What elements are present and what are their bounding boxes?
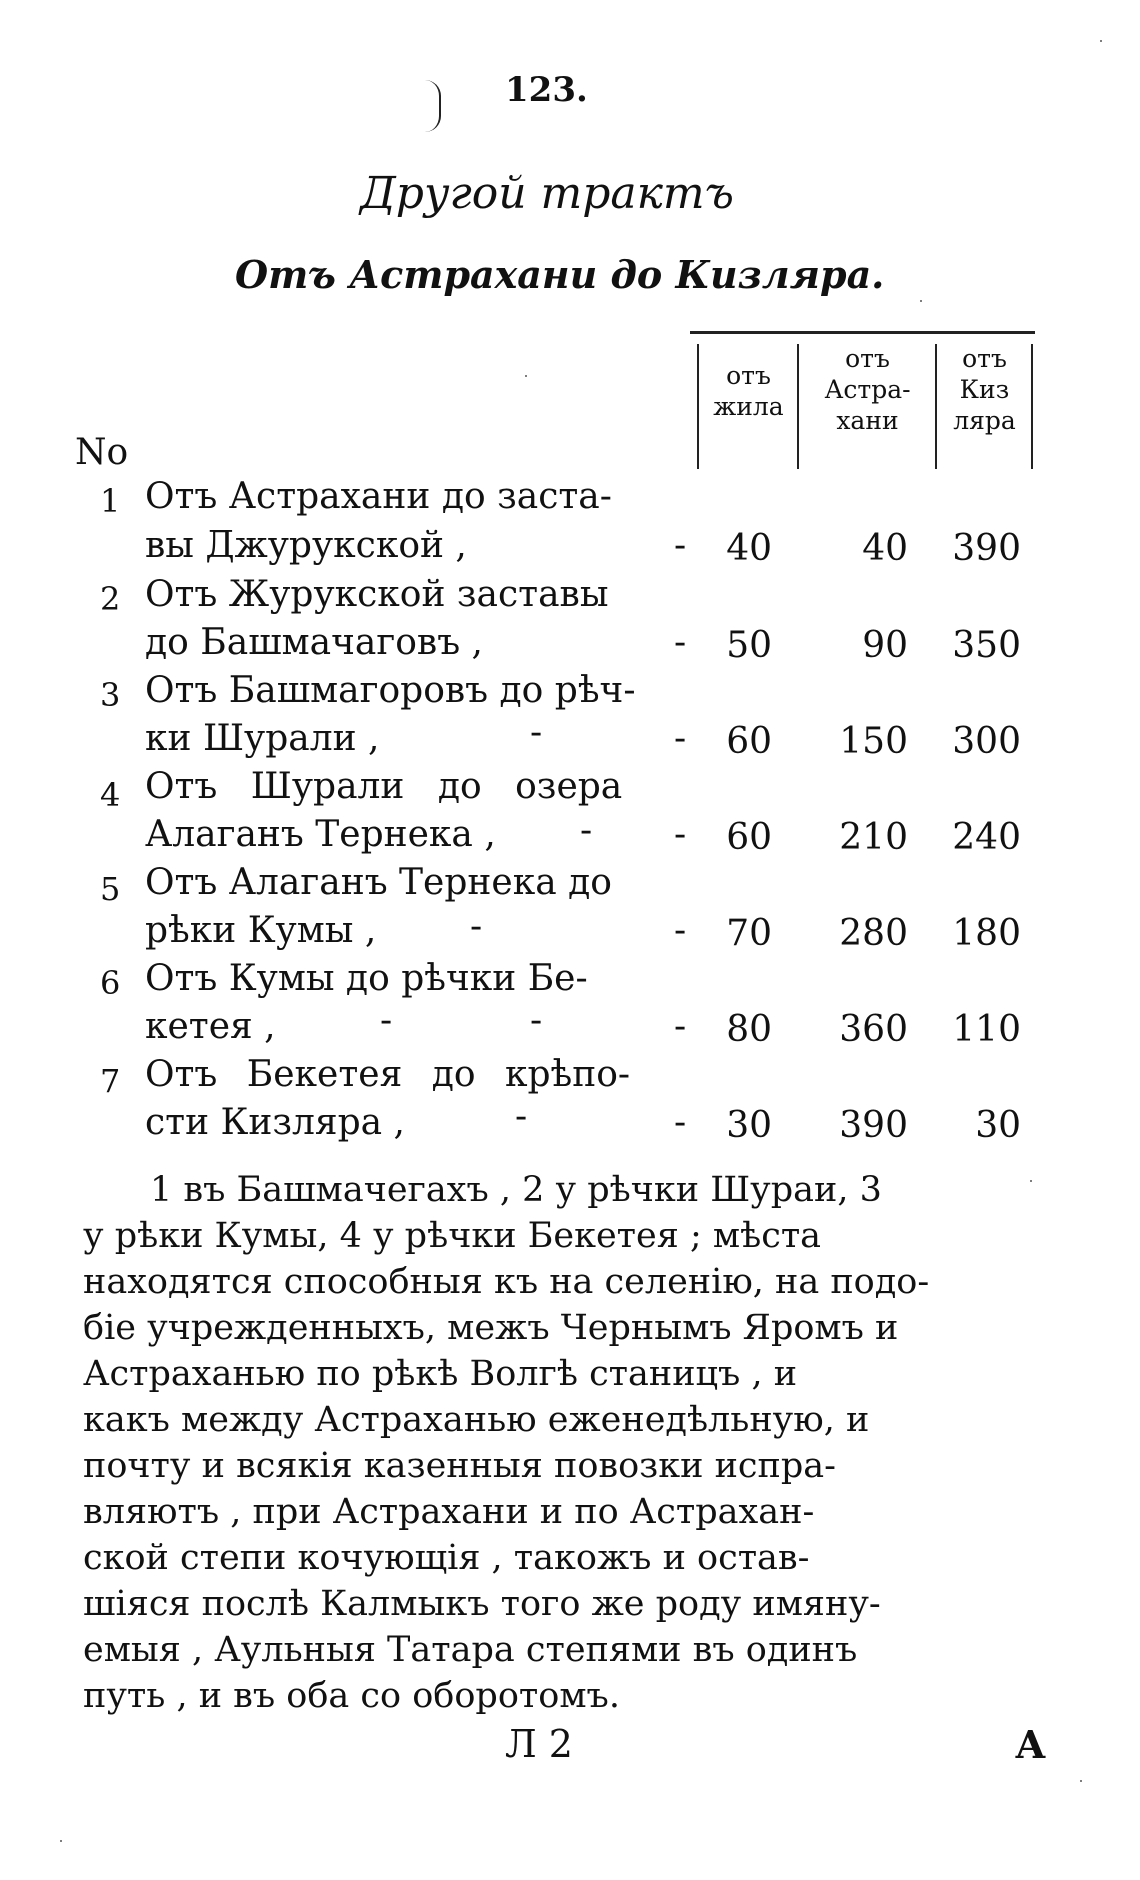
value-from-prev: 40 (726, 528, 772, 569)
entry-text: рѣки Кумы , (145, 910, 377, 951)
value-from-prev: 80 (726, 1009, 772, 1050)
entry-dash: - (674, 1006, 687, 1047)
value-from-astrakhan: 90 (862, 625, 908, 666)
entry-number: 2 (100, 580, 121, 618)
page-number: 123. (505, 70, 588, 110)
entry-number: 1 (100, 482, 121, 520)
scan-speck (1080, 1780, 1082, 1782)
value-from-astrakhan: 390 (839, 1105, 908, 1146)
entry-text: Отъ Алаганъ Тернека до (145, 862, 612, 903)
value-from-astrakhan: 150 (839, 721, 908, 762)
value-from-kizlyar: 180 (952, 913, 1021, 954)
entry-text: сти Кизляра , (145, 1102, 405, 1143)
value-from-kizlyar: 30 (975, 1105, 1021, 1146)
paragraph-line: 1 въ Башмачегахъ , 2 у рѣчки Шураи, 3 (150, 1170, 882, 1210)
column-from-astrakhan-line: отъ (845, 344, 890, 373)
value-from-prev: 50 (726, 625, 772, 666)
paragraph-line: у рѣки Кумы, 4 у рѣчки Бекетея ; мѣста (83, 1216, 822, 1256)
entry-number: 4 (100, 776, 121, 814)
value-from-astrakhan: 210 (839, 817, 908, 858)
column-from-kizlyar-line: ляра (953, 406, 1016, 435)
route-title: Отъ Астрахани до Кизляра. (235, 252, 885, 297)
paragraph-line: путь , и въ оба со оборотомъ. (83, 1676, 620, 1716)
signature-mark: Л 2 (505, 1722, 573, 1766)
scan-speck (60, 1840, 62, 1842)
column-from-prev (700, 360, 797, 422)
entry-text: Отъ Бекетея до крѣпо- (145, 1054, 631, 1095)
entry-dash: - (580, 810, 593, 851)
header-divider (697, 344, 699, 469)
column-from-astrakhan (800, 343, 935, 436)
paragraph-line: Астраханью по рѣкѣ Волгѣ станицъ , и (83, 1354, 798, 1394)
entry-text: вы Джурукской , (145, 525, 467, 566)
entry-dash: - (674, 910, 687, 951)
value-from-astrakhan: 360 (839, 1009, 908, 1050)
column-from-prev-line: отъ (726, 361, 771, 390)
entry-number: 7 (100, 1062, 121, 1100)
scan-speck (525, 375, 527, 377)
paragraph-line: біе учрежденныхъ, межъ Чернымъ Яромъ и (83, 1308, 899, 1348)
scan-speck (1100, 40, 1102, 42)
entry-text: Отъ Башмагоровъ до рѣч- (145, 670, 636, 711)
header-top-rule (690, 331, 1035, 334)
margin-mark (425, 80, 441, 132)
header-divider (1031, 344, 1033, 469)
entry-dash: - (470, 906, 483, 947)
column-from-kizlyar-line: Киз (959, 375, 1010, 404)
column-from-kizlyar-line: отъ (962, 344, 1007, 373)
entry-dash: - (530, 712, 543, 753)
entry-number: 5 (100, 870, 121, 908)
entry-text: Отъ Шурали до озера (145, 766, 623, 807)
value-from-prev: 30 (726, 1105, 772, 1146)
paragraph-line: вляютъ , при Астрахани и по Астрахан- (83, 1492, 815, 1532)
value-from-astrakhan: 280 (839, 913, 908, 954)
entry-text: Отъ Кумы до рѣчки Бе- (145, 958, 588, 999)
entry-dash: - (674, 1102, 687, 1143)
header-divider (797, 344, 799, 469)
value-from-kizlyar: 240 (952, 817, 1021, 858)
value-from-kizlyar: 300 (952, 721, 1021, 762)
entry-text: ки Шурали , (145, 718, 380, 759)
entry-text: Отъ Журукской заставы (145, 574, 609, 615)
paragraph-line: какъ между Астраханью еженедѣльную, и (83, 1400, 870, 1440)
scan-speck (920, 300, 922, 302)
value-from-kizlyar: 350 (952, 625, 1021, 666)
paragraph-line: ской степи кочующія , такожъ и остав- (83, 1538, 810, 1578)
value-from-prev: 60 (726, 817, 772, 858)
paragraph-line: шіяся послѣ Калмыкъ того же роду имяну- (83, 1584, 881, 1624)
header-divider (935, 344, 937, 469)
entry-number: 3 (100, 676, 121, 714)
catchword: А (1015, 1722, 1046, 1767)
value-from-kizlyar: 110 (952, 1009, 1021, 1050)
number-label: No (75, 432, 129, 473)
value-from-prev: 70 (726, 913, 772, 954)
paragraph-line: находятся способныя къ на селенію, на подо- (83, 1262, 930, 1302)
entry-dash: - (674, 622, 687, 663)
entry-dash: - (674, 814, 687, 855)
entry-text: Алаганъ Тернека , (145, 814, 496, 855)
entry-dash: - (515, 1096, 528, 1137)
entry-dash: - (530, 1000, 543, 1041)
column-from-astrakhan-line: хани (836, 406, 899, 435)
value-from-astrakhan: 40 (862, 528, 908, 569)
column-from-astrakhan-line: Астра- (824, 375, 911, 404)
value-from-prev: 60 (726, 721, 772, 762)
entry-dash: - (674, 718, 687, 759)
column-from-prev-line: жила (713, 392, 784, 421)
entry-text: кетея , (145, 1006, 276, 1047)
paragraph-line: емыя , Аульныя Татара степями въ одинъ (83, 1630, 858, 1670)
section-title: Другой трактъ (360, 168, 734, 219)
value-from-kizlyar: 390 (952, 528, 1021, 569)
entry-dash: - (380, 1000, 393, 1041)
entry-text: до Башмачаговъ , (145, 622, 483, 663)
entry-text: Отъ Астрахани до заста- (145, 476, 612, 517)
entry-dash: - (674, 525, 687, 566)
column-from-kizlyar (938, 343, 1031, 436)
scan-speck (1030, 1180, 1032, 1182)
paragraph-line: почту и всякія казенныя повозки испра- (83, 1446, 836, 1486)
entry-number: 6 (100, 964, 121, 1002)
